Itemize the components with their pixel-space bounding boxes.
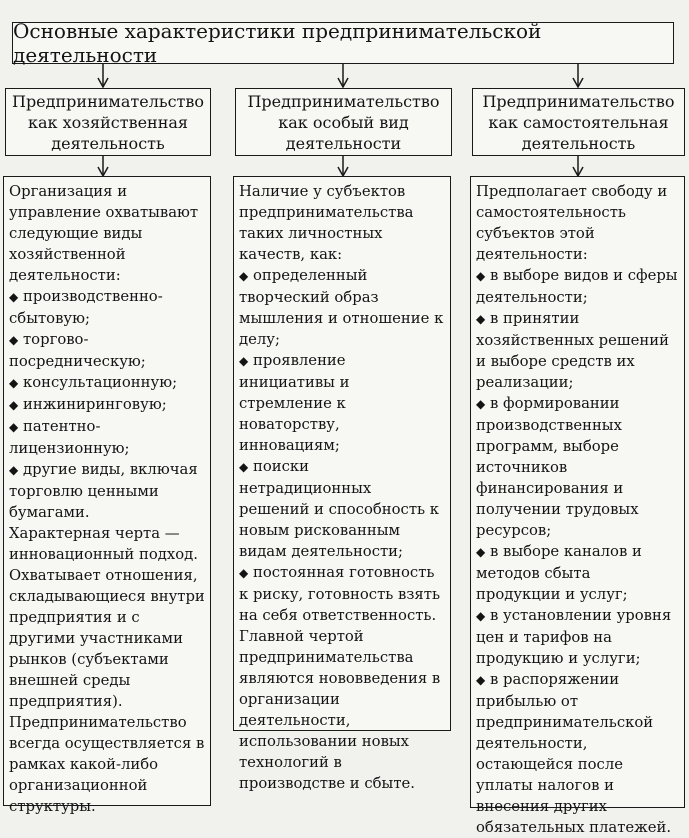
list-item-text: другие виды, включая торговлю ценными бумагами. [9,461,198,521]
diamond-bullet-icon: ◆ [9,420,19,434]
column-body-independent [470,176,685,836]
column-header-text: Предпринимательство как особый вид деятельности [247,91,440,153]
diamond-bullet-icon: ◆ [239,566,249,580]
diamond-bullet-icon: ◆ [9,333,19,347]
column-body-special [233,176,451,792]
list-item [239,456,445,562]
list-item-text: проявление инициативы и стремление к новаторству, инновациям; [239,352,350,454]
list-item-text: в установлении уровня цен и тарифов на продукцию и услуги; [476,607,672,667]
list-item-text: поиски нетрадиционных решений и способность к новым рискованным видам деятельности; [239,458,440,560]
list-item [239,350,445,456]
arrow-down-icon [571,64,585,88]
list-item [476,308,679,393]
list-item-text: определенный творческий образ мышления и отношение к делу; [239,267,444,348]
arrow-down-icon [336,156,350,177]
column-header-text: Предпринимательство как самостоятельная деятельность [482,91,675,153]
diamond-bullet-icon: ◆ [476,545,486,559]
diamond-bullet-icon: ◆ [476,269,486,283]
list-item-text: производственно-сбытовую; [9,288,163,327]
diamond-bullet-icon: ◆ [476,673,486,687]
diamond-bullet-icon: ◆ [9,290,19,304]
column-body-economic [3,176,211,815]
diagram-title [12,19,674,67]
list-item-text: патентно-лицензионную; [9,418,130,457]
diamond-bullet-icon: ◆ [239,354,249,368]
list-item-text: в выборе каналов и методов сбыта продукции и услуг; [476,543,642,603]
list-item [9,329,205,372]
list-item-text: в формировании производственных программ, выборе источников финансирования и получении трудовых ресурсов; [476,395,639,539]
list-item-text: инжиниринговую; [23,396,167,413]
arrow-down-icon [336,64,350,88]
column-header-economic [5,88,211,156]
arrow-down-icon [96,156,110,177]
diamond-bullet-icon: ◆ [9,376,19,390]
list-item [476,605,679,669]
column-outro: Характерная черта — инновационный подход. Охватывает отношения, складывающиеся внутри предприятия и с другими участниками рынков (субъектами внешней среды предприятия). Предпринимательство всегда осуществляется в рамках какой-либо организационной структуры. [9,525,205,815]
list-item-text: в распоряжении прибылью от предпринимательской деятельности, остающейся после уплаты налогов и внесения других обязательных платежей. [476,671,672,836]
list-item [239,265,445,350]
column-header-text: Предпринимательство как хозяйственная деятельность [11,91,205,153]
list-item-text: в принятии хозяйственных решений и выборе средств их реализации; [476,310,669,391]
diagram-title-text: Основные характеристики предпринимательской деятельности [13,19,542,67]
column-header-special [235,88,452,156]
list-item [9,459,205,523]
column-intro: Наличие у субъектов предпринимательства таких личностных качеств, как: [239,183,414,263]
diamond-bullet-icon: ◆ [9,463,19,477]
list-item-text: торгово-посредническую; [9,331,146,370]
list-item [9,372,205,394]
list-item [9,416,205,459]
arrow-down-icon [571,156,585,177]
column-intro: Предполагает свободу и самостоятельность субъектов этой деятельности: [476,183,668,263]
list-item [476,265,679,308]
list-item [476,393,679,541]
diamond-bullet-icon: ◆ [476,397,486,411]
diamond-bullet-icon: ◆ [239,269,249,283]
list-item-text: постоянная готовность к риску, готовность взять на себя ответственность. [239,564,441,624]
diamond-bullet-icon: ◆ [9,398,19,412]
column-intro: Организация и управление охватывают следующие виды хозяйственной деятельности: [9,183,199,284]
list-item-text: в выборе видов и сферы деятельности; [476,267,678,306]
list-item [9,286,205,329]
diamond-bullet-icon: ◆ [476,312,486,326]
list-item [239,562,445,626]
diamond-bullet-icon: ◆ [476,609,486,623]
column-header-independent [472,88,685,156]
list-item [9,394,205,416]
list-item-text: консультационную; [23,374,178,391]
list-item [476,541,679,605]
column-outro: Главной чертой предпринимательства являются нововведения в организации деятельности, использовании новых технологий в производстве и сбыте. [239,628,441,792]
diamond-bullet-icon: ◆ [239,460,249,474]
arrow-down-icon [96,64,110,88]
